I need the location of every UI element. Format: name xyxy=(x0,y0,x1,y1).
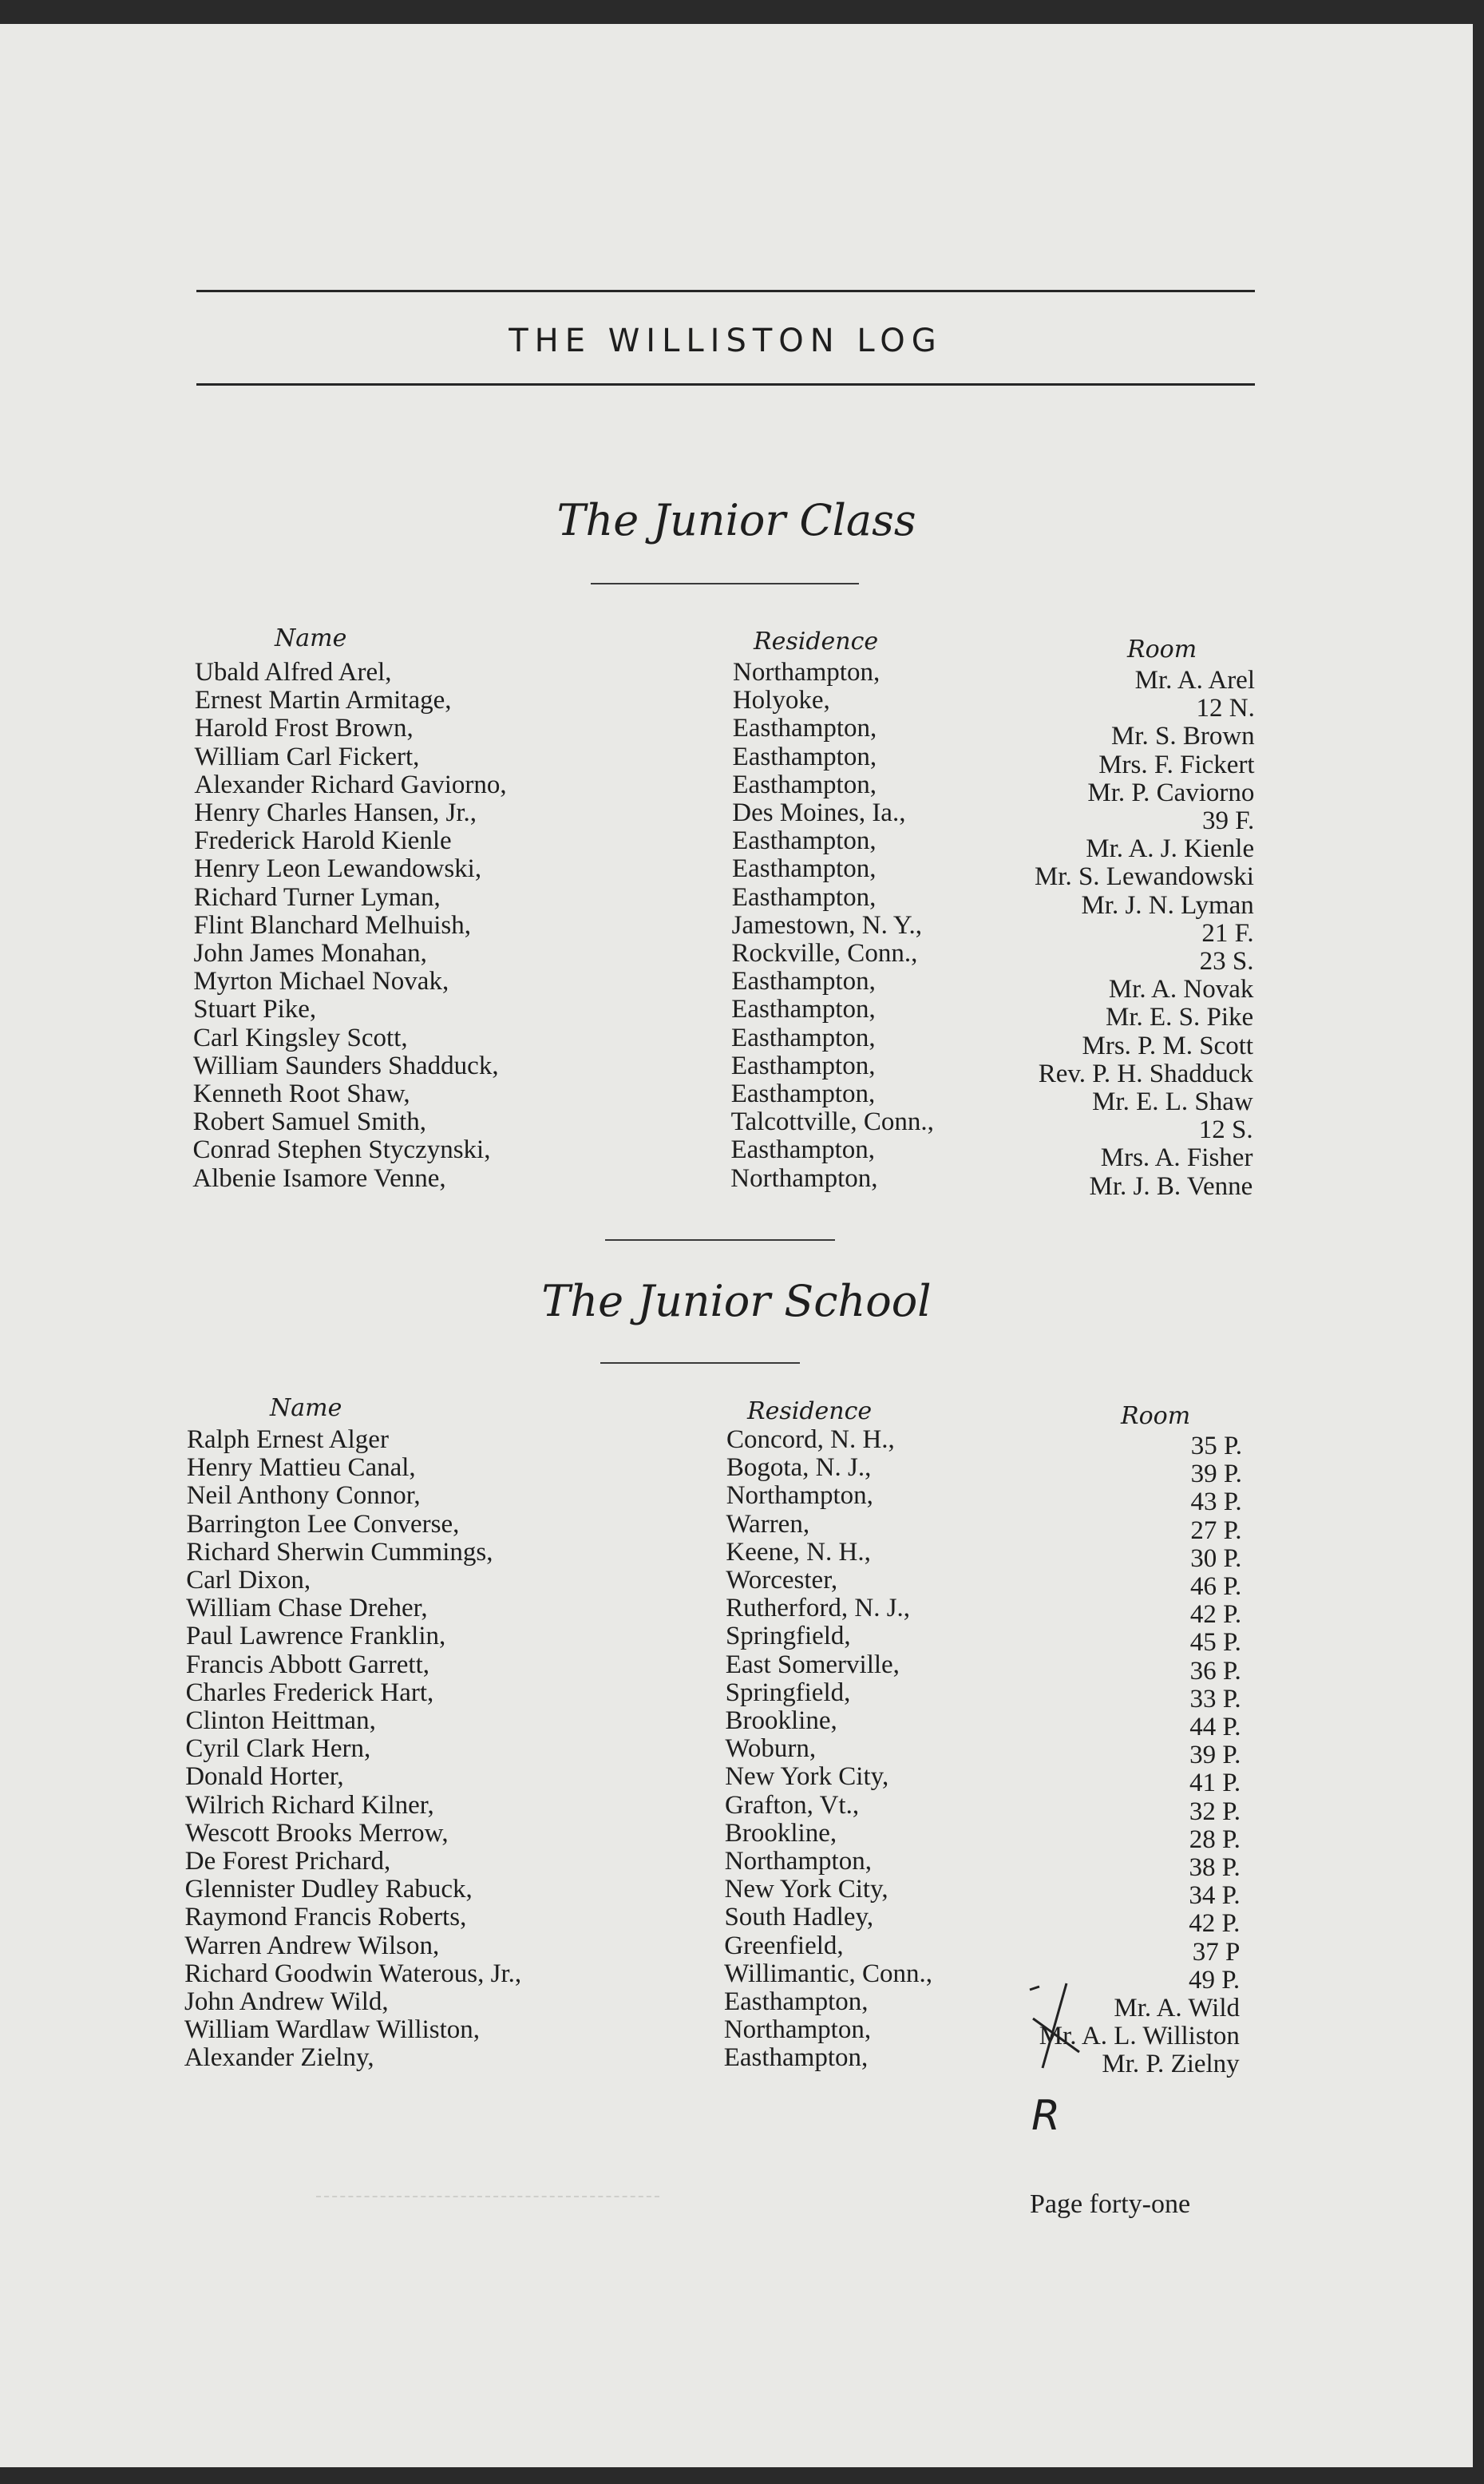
student-name: John Andrew Wild, xyxy=(184,1987,389,2016)
table-row xyxy=(194,826,1312,864)
student-name: Myrton Michael Novak, xyxy=(193,967,449,996)
table-row xyxy=(194,770,1312,807)
student-room: 23 S. xyxy=(1199,947,1254,976)
student-residence: Springfield, xyxy=(725,1678,851,1707)
student-room: 41 P. xyxy=(1189,1769,1241,1798)
student-room: Mrs. A. Fisher xyxy=(1100,1143,1253,1173)
table-row xyxy=(186,1566,1304,1601)
student-name: Ralph Ernest Alger xyxy=(187,1425,389,1454)
student-room: 49 P. xyxy=(1188,1965,1241,1995)
student-name: Charles Frederick Hart, xyxy=(185,1678,434,1707)
table-row xyxy=(185,1622,1304,1658)
student-residence: Northampton, xyxy=(723,2015,872,2045)
student-name: Ubald Alfred Arel, xyxy=(195,658,392,687)
table-row xyxy=(186,1453,1304,1489)
student-room: Mr. S. Lewandowski xyxy=(1034,862,1254,892)
student-room: Rev. P. H. Shadduck xyxy=(1038,1059,1253,1088)
student-residence: Easthampton, xyxy=(732,742,877,771)
student-residence: Easthampton, xyxy=(730,1051,876,1080)
student-room: 43 P. xyxy=(1190,1488,1242,1517)
student-name: Richard Turner Lyman, xyxy=(193,882,441,912)
student-residence: Woburn, xyxy=(725,1734,817,1764)
student-room: Mr. A. J. Kienle xyxy=(1086,834,1255,864)
junior-class-residence-header: Residence xyxy=(754,628,879,656)
student-residence: South Hadley, xyxy=(724,1903,874,1932)
student-residence: Easthampton, xyxy=(731,854,877,884)
student-room: Mr. A. Wild xyxy=(1114,1994,1240,2022)
junior-school-title: The Junior School xyxy=(541,1276,932,1326)
table-row xyxy=(185,1678,1304,1713)
student-residence: Easthampton, xyxy=(732,826,877,856)
table-row xyxy=(192,1163,1310,1201)
student-residence: Easthampton, xyxy=(731,995,876,1024)
table-row xyxy=(184,1903,1302,1939)
student-residence: Greenfield, xyxy=(724,1931,844,1960)
student-room: 42 P. xyxy=(1189,1909,1241,1939)
junior-school-room-header: Room xyxy=(1121,1402,1191,1430)
student-name: William Saunders Shadduck, xyxy=(192,1051,499,1080)
student-room: 38 P. xyxy=(1189,1853,1241,1882)
student-room: 32 P. xyxy=(1189,1797,1241,1826)
table-row xyxy=(184,1987,1302,2022)
faint-bleed-through xyxy=(316,2196,659,2197)
student-room: Mr. S. Brown xyxy=(1110,722,1255,751)
table-row xyxy=(192,1107,1311,1145)
table-row xyxy=(192,1135,1310,1173)
student-residence: Des Moines, Ia., xyxy=(732,798,906,827)
student-residence: Jamestown, N. Y., xyxy=(731,910,922,940)
student-residence: Worcester, xyxy=(726,1566,838,1595)
junior-class-name-header: Name xyxy=(275,624,347,652)
student-room: 34 P. xyxy=(1189,1881,1241,1911)
student-name: William Carl Fickert, xyxy=(194,742,420,771)
student-room: 12 S. xyxy=(1198,1115,1253,1145)
student-room: 36 P. xyxy=(1189,1656,1241,1686)
table-row xyxy=(194,714,1312,751)
section-divider-rule xyxy=(605,1239,835,1241)
table-row xyxy=(193,967,1311,1004)
page-number: Page forty-one xyxy=(1030,2189,1191,2219)
student-residence: Easthampton, xyxy=(732,714,877,743)
handwritten-initial-mark: R xyxy=(1031,2092,1061,2140)
student-name: Henry Charles Hansen, Jr., xyxy=(194,798,477,827)
student-residence: East Somerville, xyxy=(725,1650,900,1679)
student-name: John James Monahan, xyxy=(193,939,427,968)
table-row xyxy=(184,1818,1303,1854)
student-residence: Northampton, xyxy=(733,658,881,687)
student-residence: Springfield, xyxy=(725,1622,851,1651)
student-room: Mr. J. B. Venne xyxy=(1089,1171,1253,1201)
student-name: Richard Goodwin Waterous, Jr., xyxy=(184,1959,522,1988)
student-residence: Easthampton, xyxy=(731,967,876,996)
student-residence: Easthampton, xyxy=(731,882,877,912)
student-name: Alexander Richard Gaviorno, xyxy=(194,770,507,799)
student-room: 44 P. xyxy=(1189,1713,1241,1741)
student-residence: Willimantic, Conn., xyxy=(724,1959,932,1988)
student-name: Warren Andrew Wilson, xyxy=(184,1931,440,1960)
student-name: Stuart Pike, xyxy=(193,995,317,1024)
student-name: Harold Frost Brown, xyxy=(194,714,414,743)
student-room: 39 P. xyxy=(1189,1741,1241,1770)
student-residence: Northampton, xyxy=(724,1847,872,1876)
student-name: Clinton Heittman, xyxy=(185,1706,376,1735)
student-residence: Easthampton, xyxy=(731,1023,876,1052)
student-name: Kenneth Root Shaw, xyxy=(192,1080,410,1108)
student-name: Wescott Brooks Merrow, xyxy=(184,1818,449,1848)
student-residence: Grafton, Vt., xyxy=(725,1790,860,1820)
table-row xyxy=(194,798,1312,835)
table-row xyxy=(187,1425,1304,1460)
table-row xyxy=(184,1875,1303,1911)
student-room: 46 P. xyxy=(1190,1572,1242,1601)
table-row xyxy=(186,1509,1304,1545)
student-residence: Easthampton, xyxy=(732,770,877,799)
student-residence: Brookline, xyxy=(724,1818,837,1848)
student-residence: Easthampton, xyxy=(730,1135,875,1165)
student-residence: Easthampton, xyxy=(724,1987,869,2016)
student-room: 27 P. xyxy=(1190,1515,1242,1545)
table-row xyxy=(192,1080,1311,1116)
student-name: William Wardlaw Williston, xyxy=(184,2015,481,2045)
student-residence: Keene, N. H., xyxy=(726,1537,871,1567)
student-residence: Warren, xyxy=(726,1509,810,1539)
student-room: Mr. E. S. Pike xyxy=(1105,1003,1254,1032)
table-row xyxy=(184,1847,1303,1882)
student-room: 37 P xyxy=(1192,1937,1241,1967)
student-name: Neil Anthony Connor, xyxy=(186,1481,421,1511)
student-room: 12 N. xyxy=(1196,694,1255,723)
table-row xyxy=(194,742,1312,779)
student-name: Alexander Zielny, xyxy=(184,2043,374,2073)
student-name: Frederick Harold Kienle xyxy=(194,826,452,856)
table-row xyxy=(185,1762,1303,1798)
table-row xyxy=(186,1537,1304,1573)
student-room: 28 P. xyxy=(1189,1824,1241,1854)
table-row xyxy=(184,1931,1302,1967)
student-name: Raymond Francis Roberts, xyxy=(184,1903,467,1932)
junior-school-name-header: Name xyxy=(270,1394,342,1422)
student-name: Ernest Martin Armitage, xyxy=(194,686,452,715)
student-residence: New York City, xyxy=(725,1762,889,1792)
student-room: Mr. P. Caviorno xyxy=(1087,778,1255,807)
student-residence: Bogota, N. J., xyxy=(726,1453,872,1483)
table-row xyxy=(193,995,1311,1032)
student-room: 39 P. xyxy=(1190,1460,1242,1489)
student-name: De Forest Prichard, xyxy=(184,1847,391,1876)
table-row xyxy=(185,1790,1303,1826)
student-name: Robert Samuel Smith, xyxy=(192,1107,427,1137)
student-residence: Concord, N. H., xyxy=(726,1425,895,1454)
student-name: Cyril Clark Hern, xyxy=(185,1734,371,1764)
student-name: Albenie Isamore Venne, xyxy=(192,1163,446,1193)
student-room: 42 P. xyxy=(1189,1600,1242,1630)
student-residence: Easthampton, xyxy=(730,1080,876,1108)
table-row xyxy=(184,1959,1302,1995)
junior-class-title: The Junior Class xyxy=(556,495,916,545)
table-row xyxy=(185,1650,1304,1686)
table-row xyxy=(192,1051,1311,1088)
junior-class-title-rule xyxy=(591,583,859,584)
student-name: Paul Lawrence Franklin, xyxy=(185,1622,446,1651)
student-room: Mr. J. N. Lyman xyxy=(1081,890,1254,920)
student-name: Francis Abbott Garrett, xyxy=(185,1650,429,1679)
student-name: Barrington Lee Converse, xyxy=(186,1509,460,1539)
student-room: Mrs. P. M. Scott xyxy=(1082,1031,1254,1060)
student-residence: Rockville, Conn., xyxy=(731,939,918,968)
student-room: 39 F. xyxy=(1202,806,1255,835)
student-name: Donald Horter, xyxy=(185,1762,344,1792)
table-row xyxy=(184,2043,1302,2079)
student-name: Carl Kingsley Scott, xyxy=(193,1023,408,1052)
student-room: 33 P. xyxy=(1189,1684,1241,1713)
student-residence: Brookline, xyxy=(725,1706,837,1735)
table-row xyxy=(193,882,1312,920)
junior-class-room-header: Room xyxy=(1127,636,1197,664)
table-row xyxy=(186,1481,1304,1517)
junior-school-residence-header: Residence xyxy=(747,1397,873,1425)
table-row xyxy=(186,1594,1304,1630)
student-name: William Chase Dreher, xyxy=(186,1594,428,1623)
table-row xyxy=(185,1734,1303,1770)
student-room: 35 P. xyxy=(1190,1432,1242,1460)
student-residence: Northampton, xyxy=(730,1163,878,1193)
student-residence: Holyoke, xyxy=(732,686,830,715)
student-room: Mr. P. Zielny xyxy=(1102,2050,1240,2079)
publication-title: THE WILLISTON LOG xyxy=(509,323,943,359)
student-name: Wilrich Richard Kilner, xyxy=(185,1790,434,1820)
student-room: Mr. E. L. Shaw xyxy=(1092,1087,1253,1116)
student-residence: Northampton, xyxy=(726,1481,873,1511)
table-row xyxy=(193,939,1312,976)
student-room: Mr. A. L. Williston xyxy=(1039,2022,1240,2051)
table-row xyxy=(193,854,1312,892)
student-residence: Rutherford, N. J., xyxy=(726,1594,911,1623)
student-residence: New York City, xyxy=(724,1875,888,1904)
table-row xyxy=(193,1023,1311,1060)
student-name: Flint Blanchard Melhuish, xyxy=(193,910,472,940)
student-name: Carl Dixon, xyxy=(186,1566,311,1595)
table-row xyxy=(194,686,1312,723)
student-name: Richard Sherwin Cummings, xyxy=(186,1537,493,1567)
student-residence: Easthampton, xyxy=(723,2043,869,2073)
table-row xyxy=(184,2015,1302,2051)
running-header xyxy=(196,287,1255,385)
student-room: 30 P. xyxy=(1190,1543,1242,1573)
table-row xyxy=(193,910,1312,948)
student-name: Henry Leon Lewandowski, xyxy=(193,854,482,884)
header-bottom-rule xyxy=(196,383,1255,386)
table-row xyxy=(185,1706,1304,1741)
student-room: Mr. A. Novak xyxy=(1108,975,1254,1004)
junior-school-title-rule xyxy=(600,1362,800,1364)
student-room: 21 F. xyxy=(1201,918,1254,948)
handwritten-bracket-mark xyxy=(1027,1979,1086,2074)
student-room: Mrs. F. Fickert xyxy=(1098,750,1255,779)
document-page xyxy=(0,24,1473,2467)
student-residence: Talcottville, Conn., xyxy=(730,1107,934,1137)
student-room: 45 P. xyxy=(1189,1628,1241,1658)
student-name: Conrad Stephen Styczynski, xyxy=(192,1135,491,1165)
table-row xyxy=(195,658,1312,695)
student-name: Glennister Dudley Rabuck, xyxy=(184,1875,473,1904)
student-name: Henry Mattieu Canal, xyxy=(186,1453,416,1483)
student-room: Mr. A. Arel xyxy=(1134,666,1255,695)
header-top-rule xyxy=(196,290,1255,292)
